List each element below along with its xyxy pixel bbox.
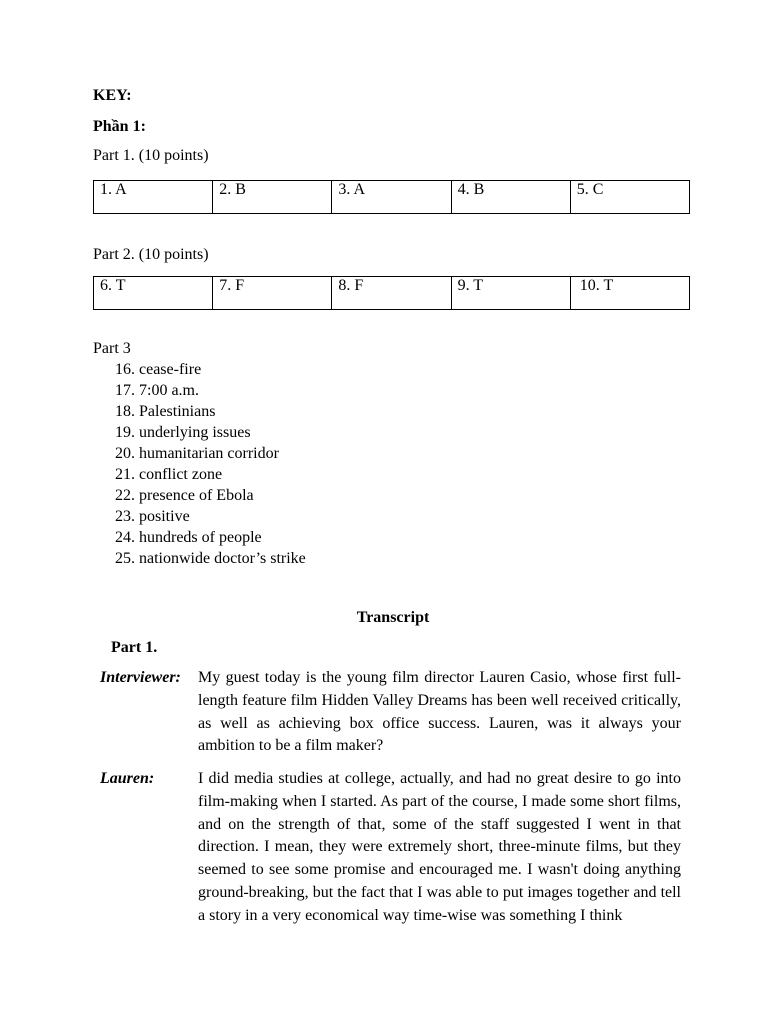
section-heading: Phần 1: — [93, 118, 146, 135]
transcript-part-label: Part 1. — [111, 639, 158, 656]
answer-cell: 7. F — [213, 277, 332, 310]
speaker-label: Interviewer: — [100, 669, 181, 686]
part1-label: Part 1. (10 points) — [93, 147, 209, 164]
part3-label: Part 3 — [93, 340, 131, 357]
list-item: 17. 7:00 a.m. — [115, 382, 199, 399]
speech-text: I did media studies at college, actually, and had no great desire to go into film-making when I started. As part of the course, I made some short films, and on the strength of that, some of the staff suggested I went in that direction. I mean, they were extremely short, three-minute films, but they seemed to see some promise and encouraged me. I wasn't doing anything ground-breaking, but the fact that I was able to put images together and tell a story in a very economical way time-wise was something I think — [198, 770, 681, 924]
answer-cell: 8. F — [332, 277, 451, 310]
list-item: 21. conflict zone — [115, 466, 223, 483]
transcript-title: Transcript — [356, 609, 430, 626]
key-heading: KEY: — [93, 87, 132, 104]
speaker-label: Lauren: — [100, 770, 155, 787]
list-item: 20. humanitarian corridor — [115, 445, 279, 462]
part3-answer-list — [115, 359, 306, 569]
answer-cell: 10. T — [570, 277, 689, 310]
list-item: 22. presence of Ebola — [115, 487, 254, 504]
list-item: 25. nationwide doctor’s strike — [115, 550, 306, 567]
list-item: 18. Palestinians — [115, 403, 216, 420]
speech-text: My guest today is the young film director Lauren Casio, whose first full-length feature film Hidden Valley Dreams has been well received critically, as well as achieving box office success. Lauren, was it always your ambition to be a film maker? — [198, 669, 681, 755]
table-row — [94, 277, 690, 310]
table-row — [94, 181, 690, 214]
answer-cell: 6. T — [94, 277, 213, 310]
answer-cell: 3. A — [332, 181, 451, 214]
part2-label: Part 2. (10 points) — [93, 246, 209, 263]
list-item: 19. underlying issues — [115, 424, 251, 441]
list-item: 24. hundreds of people — [115, 529, 262, 546]
answer-cell: 5. C — [570, 181, 689, 214]
list-item: 23. positive — [115, 508, 190, 525]
answer-cell: 2. B — [213, 181, 332, 214]
answer-cell: 1. A — [94, 181, 213, 214]
answer-cell: 4. B — [451, 181, 570, 214]
part2-answer-table — [93, 276, 690, 310]
list-item: 16. cease-fire — [115, 361, 202, 378]
part1-answer-table — [93, 180, 690, 214]
answer-cell: 9. T — [451, 277, 570, 310]
